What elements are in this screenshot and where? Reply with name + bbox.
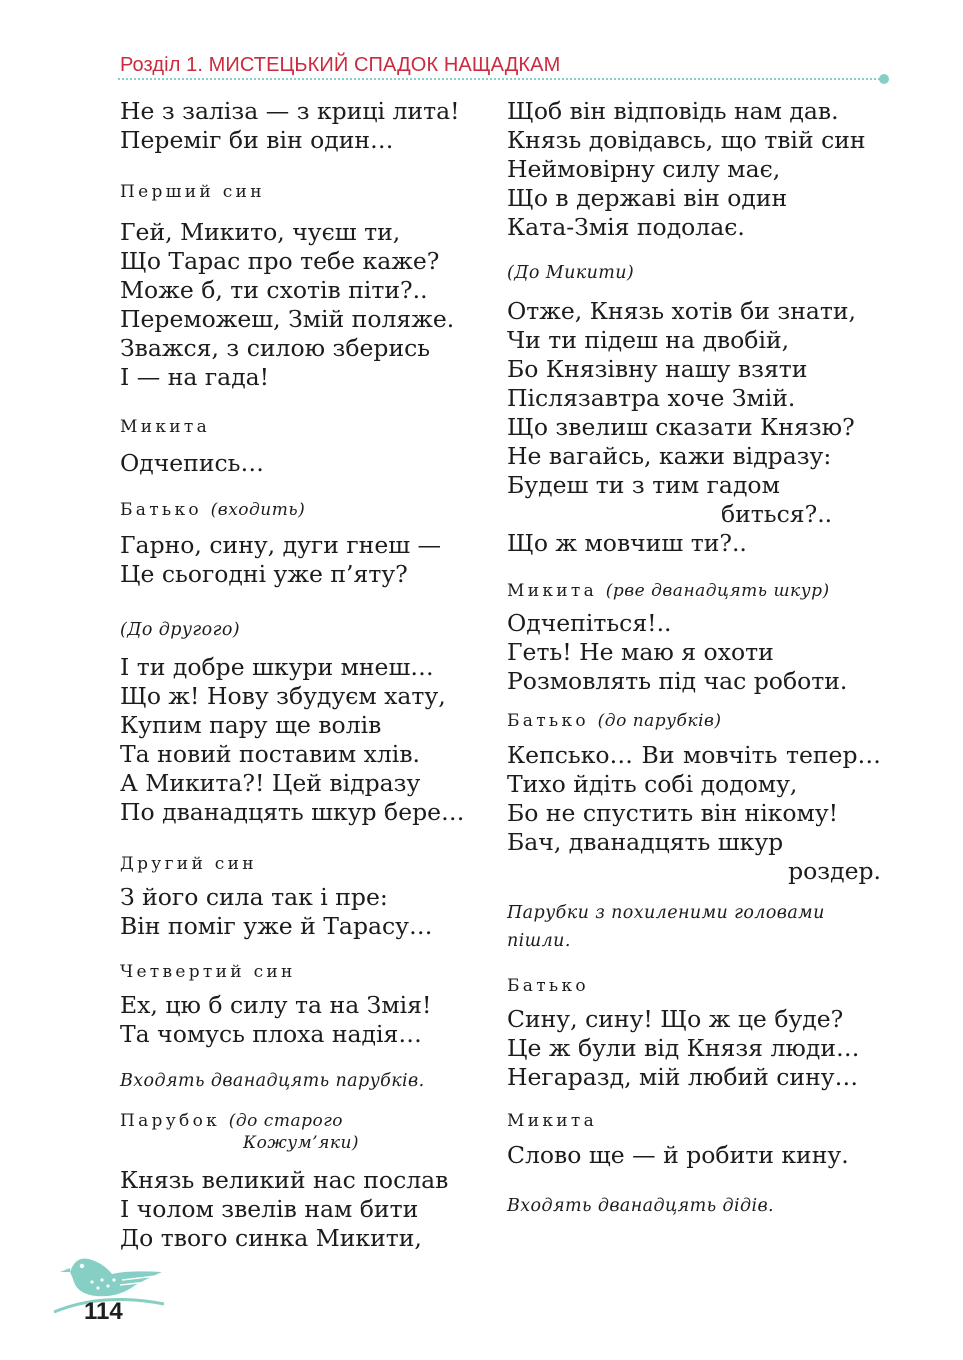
- header-dotted-rule: [118, 78, 884, 80]
- verse-line: Переміг би він один…: [120, 126, 394, 154]
- verse-line: Що в державі він один: [507, 184, 788, 212]
- verse-line: І ти добре шкури мнеш…: [120, 653, 434, 681]
- verse-line: І — на гада!: [120, 363, 270, 391]
- verse-line: Не вагайсь, кажи відразу:: [507, 442, 832, 470]
- verse-line: Одчепіться!..: [507, 609, 672, 637]
- verse-line: Будеш ти з тим гадом: [507, 471, 780, 499]
- stage-direction: (до старого: [228, 1111, 344, 1131]
- verse-line: Тихо йдіть собі додому,: [507, 770, 798, 798]
- verse-line: Кепсько… Ви мовчіть тепер…: [507, 741, 881, 769]
- verse-line: По дванадцять шкур бере…: [120, 798, 465, 826]
- verse-block: [507, 297, 887, 558]
- verse-line: Післязавтра хоче Змій.: [507, 384, 796, 412]
- verse-line: Бо Князівну нашу взяти: [507, 355, 808, 383]
- speaker-name: Микита: [507, 581, 598, 601]
- verse-line: Не з заліза — з криці лита!: [120, 97, 460, 125]
- verse-line: Ех, цю б силу та на Змія!: [120, 991, 432, 1019]
- verse-line: Що Тарас про тебе каже?: [120, 247, 440, 275]
- speaker-label: [120, 853, 480, 875]
- verse-block: [120, 449, 480, 478]
- verse-line: Може б, ти схотів піти?..: [120, 276, 428, 304]
- stage-direction: пішли.: [507, 931, 571, 951]
- stage-direction: Входять дванадцять дідів.: [507, 1196, 774, 1216]
- verse-block: [507, 1141, 887, 1170]
- speaker-label: [507, 580, 887, 602]
- speaker-name: Батько: [507, 976, 589, 996]
- verse-block: [507, 741, 887, 886]
- verse-line: Гарно, сину, дуги гнеш —: [120, 531, 442, 559]
- verse-line: Неймовірну силу має,: [507, 155, 781, 183]
- verse-block: [120, 531, 480, 589]
- speaker-label: [120, 181, 480, 203]
- verse-line-continuation: роздер.: [788, 857, 881, 885]
- verse-line: Що звелиш сказати Князю?: [507, 413, 855, 441]
- speaker-label: [120, 1110, 480, 1154]
- stage-direction: (До другого): [120, 620, 240, 640]
- verse-line: Розмовлять під час роботи.: [507, 667, 848, 695]
- verse-line: Переможеш, Змій поляже.: [120, 305, 455, 333]
- verse-block: [507, 97, 887, 242]
- verse-line: Отже, Князь хотів би знати,: [507, 297, 857, 325]
- verse-line: Гей, Микито, чуєш ти,: [120, 218, 401, 246]
- verse-line: Бо не спустить він нікому!: [507, 799, 839, 827]
- verse-line: І чолом звелів нам бити: [120, 1195, 419, 1223]
- verse-block: [507, 1005, 887, 1092]
- stage-direction-block: [507, 899, 887, 955]
- stage-direction: Парубки з похиленими головами: [507, 903, 825, 923]
- verse-line: А Микита?! Цей відразу: [120, 769, 421, 797]
- verse-line: Одчепись…: [120, 449, 264, 477]
- verse-line: Геть! Не маю я охоти: [507, 638, 774, 666]
- verse-block: [120, 97, 480, 155]
- speaker-name: Парубок: [120, 1111, 221, 1131]
- stage-direction-block: [507, 1192, 887, 1220]
- verse-line: Купим пару ще волів: [120, 711, 382, 739]
- stage-direction-block: [507, 259, 887, 287]
- verse-line: Щоб він відповідь нам дав.: [507, 97, 839, 125]
- verse-block: [120, 991, 480, 1049]
- page-number: 114: [84, 1298, 123, 1325]
- header-rule-end-dot: [879, 74, 889, 84]
- stage-direction-block: [120, 616, 480, 644]
- verse-line: Князь великий нас послав: [120, 1166, 449, 1194]
- verse-line: Слово ще — й робити кину.: [507, 1141, 849, 1169]
- verse-line: Князь довідавсь, що твій син: [507, 126, 866, 154]
- verse-line: Це ж були від Князя люди…: [507, 1034, 860, 1062]
- speaker-name: Батько: [507, 711, 589, 731]
- verse-line: Він поміг уже й Тарасу…: [120, 912, 433, 940]
- verse-block: [120, 1166, 480, 1253]
- speaker-name: Четвертий син: [120, 962, 296, 982]
- verse-line: До твого синка Микити,: [120, 1224, 422, 1252]
- verse-block: [120, 653, 480, 827]
- verse-line: Що ж! Нову збудуєм хату,: [120, 682, 446, 710]
- verse-block: [120, 883, 480, 941]
- verse-line: Ката-Змія подолає.: [507, 213, 745, 241]
- verse-line: Та чомусь плоха надія…: [120, 1020, 422, 1048]
- verse-line: Чи ти підеш на двобій,: [507, 326, 790, 354]
- speaker-name: Батько: [120, 500, 202, 520]
- speaker-name: Микита: [507, 1111, 598, 1131]
- stage-direction: (рве дванадцять шкур): [605, 581, 830, 601]
- verse-line: Що ж мовчиш ти?..: [507, 529, 747, 557]
- stage-direction-block: [120, 1067, 480, 1095]
- speaker-label: [507, 710, 887, 732]
- speaker-name: Перший син: [120, 182, 265, 202]
- stage-direction: (До Микити): [507, 263, 635, 283]
- speaker-label: [507, 975, 887, 997]
- stage-direction: (входить): [210, 500, 306, 520]
- speaker-label: [507, 1110, 887, 1132]
- stage-direction: Входять дванадцять парубків.: [120, 1071, 425, 1091]
- speaker-label: [120, 499, 480, 521]
- verse-line: Сину, сину! Що ж це буде?: [507, 1005, 844, 1033]
- verse-line: Бач, дванадцять шкур: [507, 828, 784, 856]
- section-title: Розділ 1. МИСТЕЦЬКИЙ СПАДОК НАЩАДКАМ: [120, 54, 561, 76]
- speaker-name: Микита: [120, 417, 211, 437]
- stage-direction: Кожум’яки): [243, 1133, 360, 1153]
- speaker-name: Другий син: [120, 854, 257, 874]
- verse-line-continuation: биться?..: [721, 500, 833, 528]
- verse-line: Та новий поставим хлів.: [120, 740, 421, 768]
- speaker-label: [120, 961, 480, 983]
- verse-block: [120, 218, 480, 392]
- verse-line: Зважся, з силою зберись: [120, 334, 431, 362]
- verse-line: Це сьогодні уже п’яту?: [120, 560, 408, 588]
- verse-line: З його сила так і пре:: [120, 883, 388, 911]
- stage-direction: (до парубків): [597, 711, 722, 731]
- speaker-label: [120, 416, 480, 438]
- verse-line: Негаразд, мій любий сину…: [507, 1063, 859, 1091]
- verse-block: [507, 609, 887, 696]
